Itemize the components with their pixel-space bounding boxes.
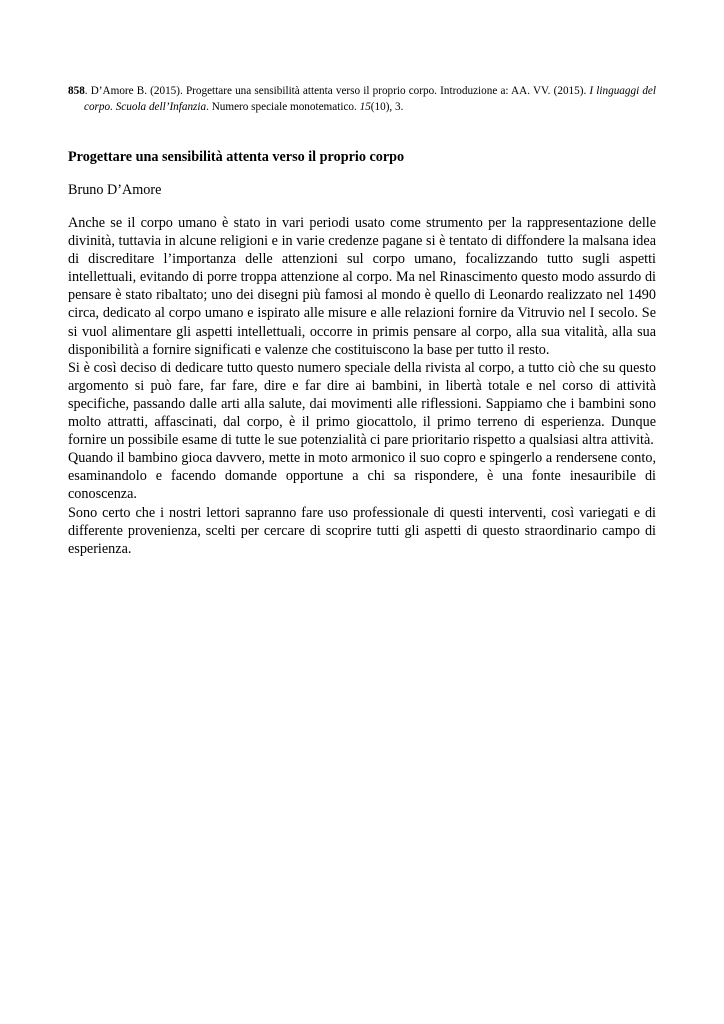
citation-volume: 15 [359,100,371,113]
citation-text-part2: . Numero speciale monotematico. [206,100,360,113]
body-paragraph: Si è così deciso di dedicare tutto questo numero speciale della rivista al corpo, a tutto ciò che su questo argomento si può fare, far fare, dire e far dire ai bambini, in libertà totale e nel corso di attività specifiche, passando dalle arti alla salute, dai movimenti alle riflessioni. Sappiamo che i bambini sono molto attratti, affascinati, dal corpo, è il primo giocattolo, il primo terreno di esperienza. Dunque fornire un possibile esame di tutte le sue potenzialità ci pare prioritario rispetto a qualsiasi altra attività. [68,359,656,449]
article-title: Progettare una sensibilità attenta verso il proprio corpo [68,149,405,165]
body-paragraph: Anche se il corpo umano è stato in vari periodi usato come strumento per la rappresentazione delle divinità, tuttavia in alcune religioni e in varie credenze pagane si è tentato di diffondere la malsana idea di discreditare l’importanza delle attenzioni sul corpo umano, focalizzando tutto sugli aspetti intellettuali, evitando di porre troppa attenzione al corpo. Ma nel Rinascimento questo modo assurdo di pensare è stato ribaltato; uno dei disegni più famosi al mondo è quello di Leonardo realizzato nel 1490 circa, dedicato al corpo umano e ispirato alle misure e alle relazioni fornire da Vitruvio nel I secolo. Se si vuol alimentare gli aspetti intellettuali, occorre in primis pensare al corpo, alla sua vitalità, alla sua disponibilità a fornire significati e valenze che costituiscono la base per tutto il resto. [68,215,656,358]
citation-reference [68,84,656,115]
citation-book-title: I linguaggi del corpo. Scuola dell’Infanzia [84,85,657,113]
citation-text-part1: . D’Amore B. (2015). Progettare una sensibilità attenta verso il proprio corpo. Introduzione a: AA. VV. (2015). [84,85,590,97]
body-paragraph: Quando il bambino gioca davvero, mette in moto armonico il suo copro e spingerlo a rendersene conto, esaminandolo e facendo domande opportune a chi sa rispondere, è una fonte inesauribile di conoscenza. [68,450,656,503]
body-paragraph: Sono certo che i nostri lettori sapranno fare uso professionale di questi interventi, così variegati e di differente provenienza, scelti per cercare di scoprire tutti gli aspetti di questo straordinario campo di esperienza. [68,504,656,557]
citation-number: 858 [68,85,85,97]
citation-text-part3: (10), 3. [370,100,404,113]
article-author: Bruno D’Amore [68,182,162,198]
article-body [68,214,656,558]
